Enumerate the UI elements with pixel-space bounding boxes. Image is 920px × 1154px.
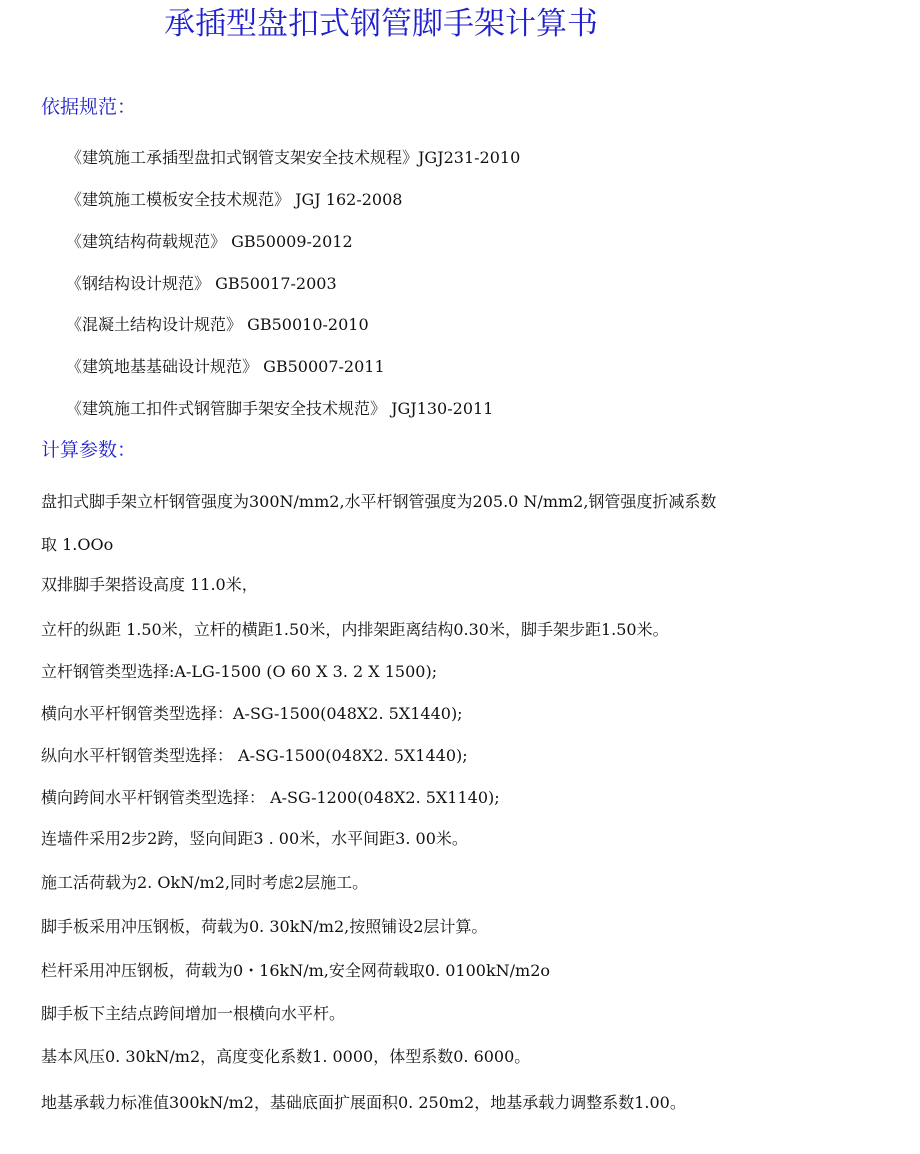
params-heading: 计算参数： (41, 439, 137, 461)
param-line: 立杆钢管类型选择:A-LG-1500 (O 60 X 3. 2 X 1500); (41, 662, 438, 681)
standard-item: 《钢结构设计规范》 GB50017-2003 (66, 274, 337, 293)
param-line: 纵向水平杆钢管类型选择： A-SG-1500(048X2. 5X1440); (41, 746, 468, 765)
param-line: 脚手板下主结点跨间增加一根横向水平杆。 (41, 1004, 346, 1023)
param-line: 盘扣式脚手架立杆钢管强度为300N/mm2,水平杆钢管强度为205.0 N/mm2,钢管强度折减系数 (41, 492, 717, 511)
param-line: 脚手板采用冲压钢板，荷载为0. 30kN/m2,按照铺设2层计算。 (41, 917, 488, 936)
param-line: 立杆的纵距 1.50米，立杆的横距1.50米，内排架距离结构0.30米，脚手架步距1.50米。 (41, 620, 669, 639)
param-line: 取 1.OOo (41, 535, 114, 554)
param-line: 横向水平杆钢管类型选择：A-SG-1500(048X2. 5X1440); (41, 704, 463, 723)
standard-item: 《建筑施工扣件式钢管脚手架安全技术规范》 JGJ130-2011 (66, 399, 494, 418)
standard-item: 《建筑结构荷载规范》 GB50009-2012 (66, 232, 353, 251)
standard-item: 《建筑地基基础设计规范》 GB50007-2011 (66, 357, 385, 376)
param-line: 基本风压0. 30kN/m2，高度变化系数1. 0000，体型系数0. 6000。 (41, 1047, 531, 1066)
param-line: 双排脚手架搭设高度 11.0米， (41, 575, 258, 594)
standard-item: 《混凝土结构设计规范》 GB50010-2010 (66, 315, 369, 334)
standard-item: 《建筑施工承插型盘扣式钢管支架安全技术规程》JGJ231-2010 (66, 148, 521, 167)
basis-heading: 依据规范： (41, 96, 137, 118)
param-line: 栏杆采用冲压钢板，荷载为0・16kN/m,安全网荷载取0. 0100kN/m2o (41, 961, 551, 980)
standard-item: 《建筑施工模板安全技术规范》 JGJ 162-2008 (66, 190, 403, 209)
param-line: 横向跨间水平杆钢管类型选择： A-SG-1200(048X2. 5X1140); (41, 788, 500, 807)
param-line: 连墙件采用2步2跨，竖向间距3 . 00米，水平间距3. 00米。 (41, 829, 468, 848)
document-title: 承插型盘扣式钢管脚手架计算书 (164, 6, 598, 42)
param-line: 地基承载力标准值300kN/m2，基础底面扩展面积0. 250m2，地基承载力调整系数1.00。 (41, 1093, 686, 1112)
param-line: 施工活荷载为2. OkN/m2,同时考虑2层施工。 (41, 873, 369, 892)
